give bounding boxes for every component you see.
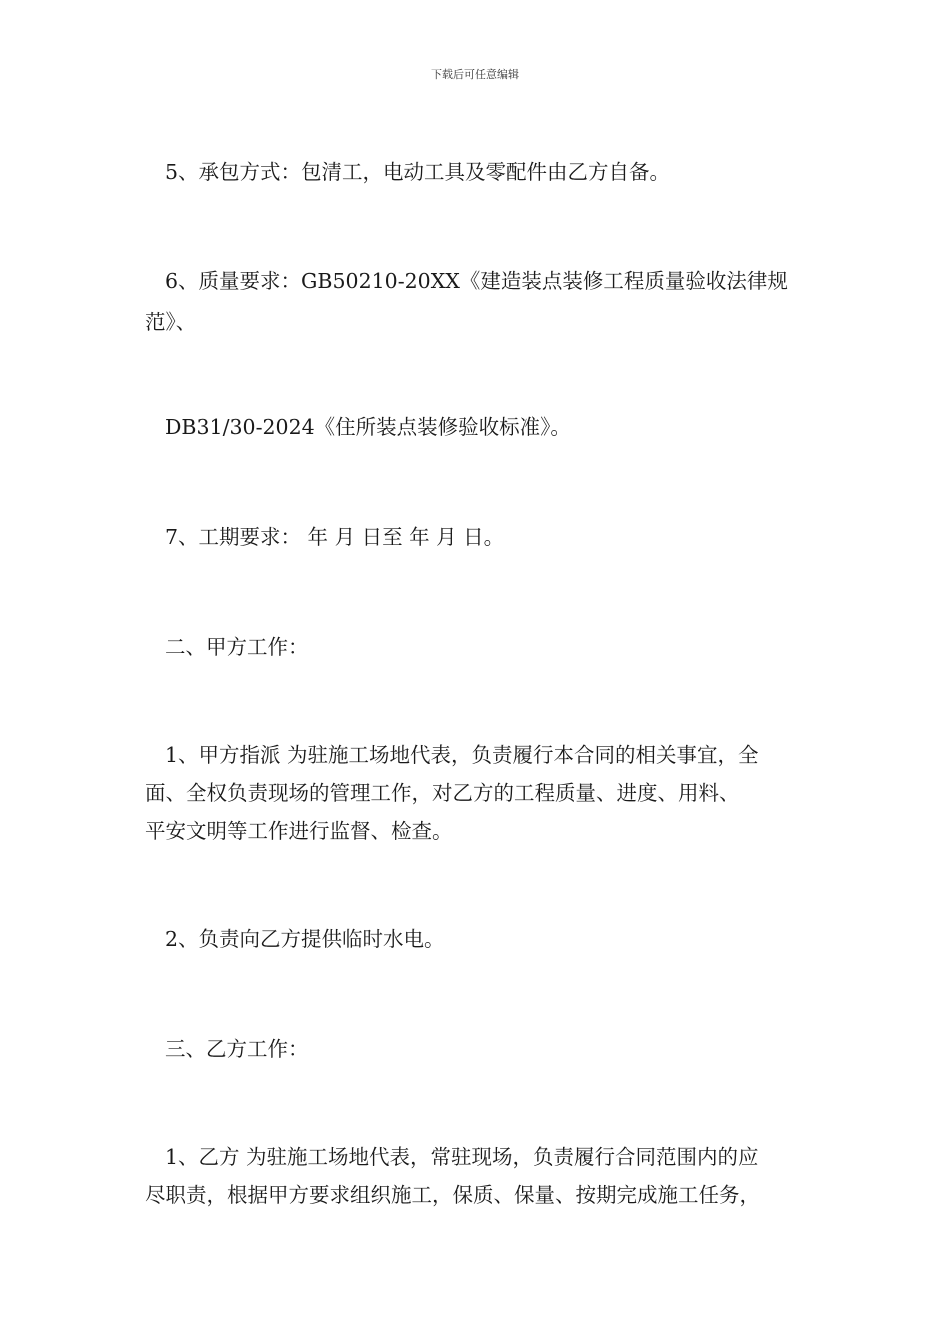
clause-quality-standard: DB31/30-2024《住所装点装修验收标准》。 [165, 415, 571, 439]
party-a-item-1-line-3: 平安文明等工作进行监督、检查。 [145, 819, 453, 843]
clause-contract-method: 5、承包方式：包清工，电动工具及零配件由乙方自备。 [165, 160, 671, 184]
party-a-item-2: 2、负责向乙方提供临时水电。 [165, 927, 445, 951]
party-a-item-1-line-2: 面、全权负责现场的管理工作，对乙方的工程质量、进度、用料、 [145, 781, 740, 805]
page-header-note: 下载后可任意编辑 [431, 68, 519, 81]
section-heading-party-b: 三、乙方工作： [165, 1037, 309, 1061]
party-b-item-1-line-2: 尽职责，根据甲方要求组织施工，保质、保量、按期完成施工任务， [145, 1183, 760, 1207]
section-heading-party-a: 二、甲方工作： [165, 635, 309, 659]
party-a-item-1-line-1: 1、甲方指派 为驻施工场地代表，负责履行本合同的相关事宜，全 [165, 743, 759, 767]
clause-schedule: 7、工期要求： 年 月 日至 年 月 日。 [165, 525, 505, 549]
clause-quality-line-2: 范》、 [145, 310, 197, 334]
party-b-item-1-line-1: 1、乙方 为驻施工场地代表，常驻现场，负责履行合同范围内的应 [165, 1145, 759, 1169]
clause-quality-line-1: 6、质量要求：GB50210-20XX《建造装点装修工程质量验收法律规 [165, 269, 788, 293]
